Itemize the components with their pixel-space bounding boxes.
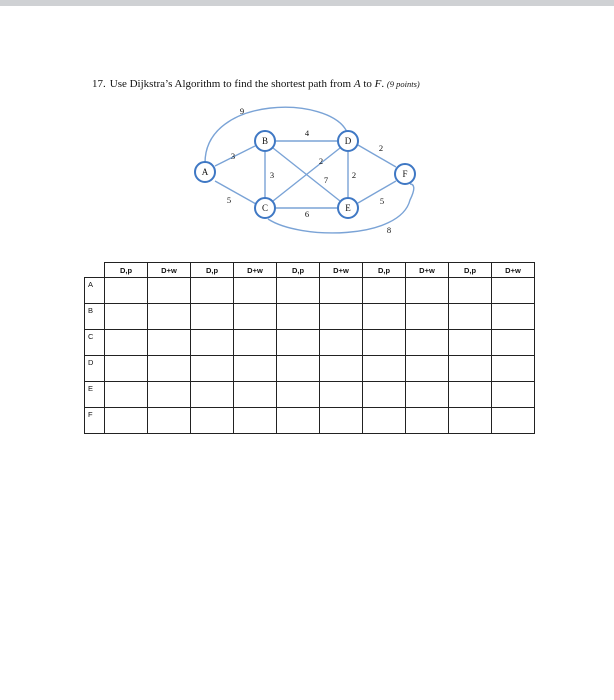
table-cell[interactable] xyxy=(191,304,234,330)
table-cell[interactable] xyxy=(191,356,234,382)
table-cell[interactable] xyxy=(148,408,191,434)
table-cell[interactable] xyxy=(105,278,148,304)
table-cell[interactable] xyxy=(191,330,234,356)
node-A xyxy=(195,162,215,182)
edge-weight-A-C: 5 xyxy=(226,195,232,205)
table-cell[interactable] xyxy=(234,356,277,382)
node-label-E: E xyxy=(345,203,351,213)
table-cell[interactable] xyxy=(492,304,535,330)
node-D xyxy=(338,131,358,151)
table-cell[interactable] xyxy=(406,408,449,434)
table-cell[interactable] xyxy=(320,408,363,434)
table-cell[interactable] xyxy=(320,356,363,382)
table-cell[interactable] xyxy=(492,382,535,408)
edge-weight-E-F: 5 xyxy=(379,196,385,206)
table-row xyxy=(85,382,535,408)
node-label-D: D xyxy=(344,136,352,146)
column-header: D+w xyxy=(234,263,277,278)
node-F xyxy=(395,164,415,184)
edge-weight-B-D: 4 xyxy=(304,128,310,138)
table-row xyxy=(85,304,535,330)
node-C xyxy=(255,198,275,218)
table-cell[interactable] xyxy=(277,382,320,408)
table-cell[interactable] xyxy=(492,408,535,434)
table-cell[interactable] xyxy=(277,330,320,356)
end-node-ref: F xyxy=(374,78,382,90)
table-cell[interactable] xyxy=(449,278,492,304)
table-cell[interactable] xyxy=(234,382,277,408)
column-header: D+w xyxy=(320,263,363,278)
edge-E-F xyxy=(358,181,396,203)
dijkstra-table xyxy=(84,262,535,434)
table-cell[interactable] xyxy=(105,408,148,434)
table-cell[interactable] xyxy=(105,330,148,356)
table-cell[interactable] xyxy=(148,356,191,382)
row-label: A xyxy=(85,278,105,304)
edge-weight-C-D: 2 xyxy=(318,156,324,166)
table-cell[interactable] xyxy=(363,304,406,330)
edge-weight-B-E: 7 xyxy=(323,175,329,185)
table-cell[interactable] xyxy=(406,382,449,408)
table-cell[interactable] xyxy=(492,356,535,382)
column-header: D,p xyxy=(105,263,148,278)
table-cell[interactable] xyxy=(320,330,363,356)
table-cell[interactable] xyxy=(105,304,148,330)
table-cell[interactable] xyxy=(320,382,363,408)
table-cell[interactable] xyxy=(234,304,277,330)
row-label: B xyxy=(85,304,105,330)
edge-weight-A-D: 9 xyxy=(239,106,245,116)
question-prompt: Use Dijkstra’s Algorithm to find the shortest path from xyxy=(109,78,354,90)
row-label: F xyxy=(85,408,105,434)
table-cell[interactable] xyxy=(105,356,148,382)
table-row xyxy=(85,408,535,434)
question-points: (9 points) xyxy=(386,79,420,89)
edge-A-C xyxy=(215,181,256,204)
column-header: D,p xyxy=(277,263,320,278)
column-header: D,p xyxy=(363,263,406,278)
node-B xyxy=(255,131,275,151)
table-cell[interactable] xyxy=(449,356,492,382)
table-cell[interactable] xyxy=(148,382,191,408)
table-cell[interactable] xyxy=(406,278,449,304)
table-cell[interactable] xyxy=(320,304,363,330)
column-header: D+w xyxy=(148,263,191,278)
table-cell[interactable] xyxy=(406,356,449,382)
table-cell[interactable] xyxy=(277,408,320,434)
table-cell[interactable] xyxy=(406,330,449,356)
question-end: . xyxy=(381,78,387,90)
table-cell[interactable] xyxy=(492,330,535,356)
node-label-C: C xyxy=(261,203,269,213)
table-header-row xyxy=(85,263,535,278)
table-corner xyxy=(85,263,105,278)
question-number: 17. xyxy=(92,78,106,90)
edge-weight-C-F: 8 xyxy=(386,225,392,235)
column-header: D+w xyxy=(492,263,535,278)
table-cell[interactable] xyxy=(492,278,535,304)
start-node-ref: A xyxy=(353,78,361,90)
table-cell[interactable] xyxy=(449,330,492,356)
table-cell[interactable] xyxy=(234,330,277,356)
table-body xyxy=(85,278,535,434)
edge-weight-A-B: 3 xyxy=(230,151,236,161)
table-cell[interactable] xyxy=(277,304,320,330)
row-label: D xyxy=(85,356,105,382)
column-header: D+w xyxy=(406,263,449,278)
table-row xyxy=(85,330,535,356)
table-cell[interactable] xyxy=(363,356,406,382)
table-cell[interactable] xyxy=(191,408,234,434)
edge-weight-B-C: 3 xyxy=(269,170,275,180)
table-cell[interactable] xyxy=(363,330,406,356)
node-E xyxy=(338,198,358,218)
table-cell[interactable] xyxy=(449,408,492,434)
table-cell[interactable] xyxy=(148,304,191,330)
table-cell[interactable] xyxy=(363,408,406,434)
table-cell[interactable] xyxy=(105,382,148,408)
table-cell[interactable] xyxy=(277,356,320,382)
node-label-A: A xyxy=(201,167,209,177)
table-cell[interactable] xyxy=(449,304,492,330)
table-cell[interactable] xyxy=(234,408,277,434)
question-middle: to xyxy=(360,78,375,90)
table-cell[interactable] xyxy=(191,278,234,304)
edge-A-D xyxy=(205,107,347,163)
table-cell[interactable] xyxy=(191,382,234,408)
table-cell[interactable] xyxy=(148,278,191,304)
edge-D-F xyxy=(358,145,396,167)
node-label-B: B xyxy=(261,136,269,146)
row-label: E xyxy=(85,382,105,408)
table-cell[interactable] xyxy=(363,382,406,408)
table-cell[interactable] xyxy=(148,330,191,356)
edge-weight-D-E: 2 xyxy=(351,170,357,180)
table-cell[interactable] xyxy=(363,278,406,304)
table-row xyxy=(85,356,535,382)
table-cell[interactable] xyxy=(277,278,320,304)
table-cell[interactable] xyxy=(449,382,492,408)
edge-weight-C-E: 6 xyxy=(304,209,310,219)
edge-weight-D-F: 2 xyxy=(378,143,384,153)
node-label-F: F xyxy=(402,169,408,179)
table-cell[interactable] xyxy=(406,304,449,330)
table-cell[interactable] xyxy=(234,278,277,304)
column-header: D,p xyxy=(191,263,234,278)
table-cell[interactable] xyxy=(320,278,363,304)
column-header: D,p xyxy=(449,263,492,278)
table-row xyxy=(85,278,535,304)
row-label: C xyxy=(85,330,105,356)
